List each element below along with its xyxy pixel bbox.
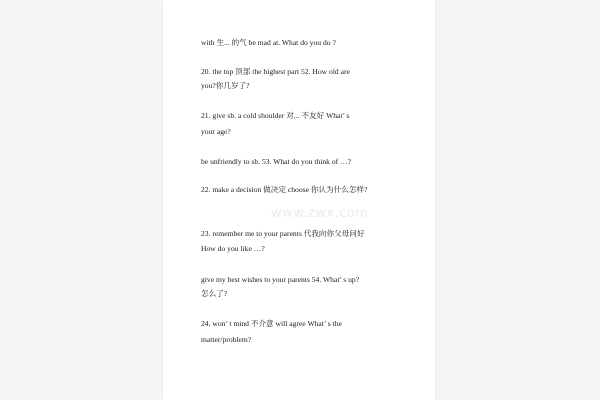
text-line: 20. the top 顶部 the highest part 52. How old are: [201, 67, 350, 76]
text-line: your age?: [201, 127, 231, 136]
text-line: give my best wishes to your parents 54. What’ s up?: [201, 275, 360, 284]
text-line: How do you like …?: [201, 244, 265, 253]
text-line: 24. won’ t mind 不介意 will agree What’ s the: [201, 319, 342, 328]
text-line: 21. give sb. a cold shoulder 对... 不友好 What’ s: [201, 111, 350, 120]
text-line: 23. remember me to your parents 代我向你父母问好: [201, 229, 365, 238]
text-line: with 生... 的气 be mad at. What do you do ?: [201, 38, 336, 47]
site-watermark: www.zwx.com: [271, 206, 369, 221]
document-page: [163, 0, 435, 400]
text-line: 怎么了?: [201, 289, 228, 298]
text-line: matter/problem?: [201, 335, 252, 344]
text-line: you?你几岁了?: [201, 81, 250, 90]
text-line: 22. make a decision 做决定 choose 你认为什么怎样?: [201, 185, 368, 194]
text-line: be unfriendly to sb. 53. What do you think of …?: [201, 157, 352, 166]
